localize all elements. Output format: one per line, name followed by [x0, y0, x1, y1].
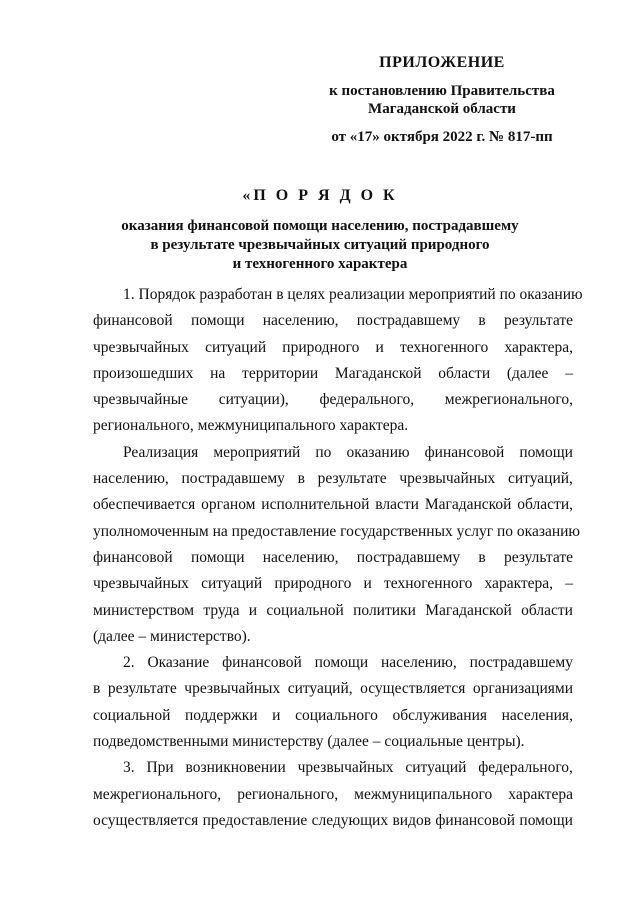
paragraph-line — [93, 413, 573, 439]
paragraph-line — [93, 440, 573, 466]
word: финансовой — [435, 811, 516, 829]
paragraph-line — [93, 650, 573, 676]
paragraph-line — [93, 387, 573, 413]
word: социального — [295, 706, 378, 724]
word: предоставление — [202, 811, 308, 829]
word: регионального, — [237, 785, 339, 803]
word: результате — [107, 680, 177, 698]
paragraph — [93, 755, 573, 834]
word: в — [478, 548, 486, 566]
word: финансовой — [424, 443, 505, 461]
word: характера — [508, 785, 573, 803]
word: территории — [242, 364, 319, 382]
word: организациями — [472, 680, 573, 698]
word: социальной — [266, 601, 344, 619]
word: ситуации), — [218, 391, 289, 409]
word: – — [565, 364, 573, 382]
word: результате — [504, 312, 573, 330]
word: ситуаций — [405, 759, 467, 777]
word: чрезвычайных — [184, 680, 281, 698]
word: и — [363, 575, 372, 593]
word: федерального, — [478, 759, 573, 777]
paragraph-line — [93, 729, 573, 755]
word: пострадавшему — [181, 470, 285, 488]
paragraph-line — [93, 335, 573, 361]
word: 1. Порядок разработан в целях реализации мероприятий по оказанию — [123, 286, 583, 303]
word: пострадавшему — [356, 312, 461, 330]
word: обеспечивается — [93, 496, 196, 514]
word: финансовой — [222, 654, 302, 672]
paragraph-line — [93, 571, 573, 597]
word: населению, — [380, 654, 457, 672]
heading-line-1: оказания финансовой помощи населению, пострадавшему — [121, 218, 519, 234]
word: в — [478, 312, 486, 330]
document-body — [93, 282, 583, 834]
word: по — [315, 443, 332, 461]
paragraph-line — [93, 545, 573, 571]
word: Магаданской — [424, 496, 512, 514]
paragraph-line — [93, 755, 573, 781]
heading-subtitle — [80, 217, 560, 274]
word: характера, — [504, 338, 573, 356]
appendix-date: от «17» октября 2022 г. № 817-пп — [331, 129, 553, 145]
word: социальной — [93, 706, 171, 724]
paragraph — [93, 650, 573, 755]
word: При — [146, 759, 174, 777]
word: федерального, — [319, 391, 415, 409]
word: Реализация — [123, 443, 199, 461]
word: пострадавшему — [356, 548, 461, 566]
word: министерством — [93, 601, 195, 619]
document-heading — [80, 187, 560, 274]
word: ситуаций — [205, 338, 267, 356]
word: осуществляется — [93, 811, 199, 829]
paragraph-line — [93, 808, 573, 834]
appendix-ref-line1: к постановлению Правительства — [329, 83, 555, 99]
word: поддержки — [185, 706, 258, 724]
word: органом — [201, 496, 256, 514]
word: Магаданской — [334, 364, 422, 382]
paragraph-line — [93, 466, 573, 492]
paragraph-line — [93, 782, 573, 808]
word: помощи — [314, 654, 369, 672]
word: оказанию — [346, 443, 410, 461]
word: регионального, межмуниципального характера. — [93, 417, 409, 435]
word: власти — [375, 496, 419, 514]
word: следующих — [311, 811, 389, 829]
paragraph-line — [93, 361, 573, 387]
paragraph — [93, 282, 583, 440]
word: чрезвычайных — [93, 575, 189, 593]
word: межмуниципального — [354, 785, 493, 803]
word: и — [375, 338, 384, 356]
word: помощи — [519, 811, 573, 829]
word: подведомственными министерству (далее – социальные центры). — [93, 733, 525, 751]
word: межрегионального, — [444, 391, 573, 409]
word: чрезвычайных — [93, 338, 189, 356]
word: области — [521, 601, 573, 619]
word: 3. — [123, 759, 135, 777]
heading-title: «П О Р Я Д О К — [242, 187, 398, 204]
word: результате — [317, 470, 387, 488]
paragraph-line — [93, 282, 583, 308]
word: характера, — [484, 575, 554, 593]
word: Оказание — [147, 654, 210, 672]
word: и — [248, 601, 258, 619]
paragraph-line — [93, 703, 573, 729]
word: техногенного — [384, 575, 473, 593]
word: 2. — [123, 654, 135, 672]
paragraph-line — [93, 598, 573, 624]
heading-line-3: и техногенного характера — [232, 256, 408, 272]
word: (далее — [506, 364, 549, 382]
paragraph — [93, 440, 581, 650]
word: чрезвычайных — [399, 470, 496, 488]
word: обслуживания — [392, 706, 487, 724]
word: помощи — [190, 548, 245, 566]
word: населения, — [501, 706, 573, 724]
word: техногенного — [399, 338, 489, 356]
paragraph-line — [93, 308, 573, 334]
word: возникновении — [185, 759, 286, 777]
word: произошедших — [93, 364, 194, 382]
word: ситуаций, — [508, 470, 573, 488]
paragraph-line — [93, 624, 573, 650]
word: природного — [282, 338, 360, 356]
word: природного — [274, 575, 352, 593]
word: финансовой — [93, 548, 173, 566]
word: исполнительной — [261, 496, 370, 514]
word: уполномоченным на предоставление государственных услуг по оказанию — [93, 522, 581, 540]
appendix-block — [312, 54, 572, 146]
appendix-ref-line2: Магаданской области — [368, 101, 516, 117]
paragraph-line — [93, 492, 573, 518]
word: мероприятий — [213, 443, 301, 461]
word: межрегионального, — [93, 785, 222, 803]
word: финансовой — [93, 312, 173, 330]
word: помощи — [190, 312, 245, 330]
word: в — [297, 470, 305, 488]
word: помощи — [519, 443, 573, 461]
word: чрезвычайных — [297, 759, 394, 777]
word: в — [93, 680, 101, 698]
paragraph-line — [93, 519, 581, 545]
word: населению, — [93, 470, 169, 488]
word: области, — [517, 496, 573, 514]
word: и — [272, 706, 281, 724]
word: чрезвычайные — [93, 391, 189, 409]
word: на — [210, 364, 226, 382]
word: ситуаций — [201, 575, 263, 593]
word: – — [565, 575, 573, 593]
word: населению, — [262, 312, 339, 330]
word: пострадавшему — [469, 654, 573, 672]
word: Магаданской — [425, 601, 512, 619]
appendix-title: ПРИЛОЖЕНИЕ — [379, 54, 505, 71]
heading-line-2: в результате чрезвычайных ситуаций природного — [150, 237, 490, 253]
word: осуществляется — [360, 680, 466, 698]
word: результате — [504, 548, 573, 566]
word: (далее – министерство). — [93, 627, 251, 645]
paragraph-line — [93, 676, 573, 702]
word: ситуаций, — [287, 680, 353, 698]
word: населению, — [262, 548, 339, 566]
word: области — [438, 364, 491, 382]
word: труда — [203, 601, 240, 619]
word: видов — [392, 811, 432, 829]
word: политики — [353, 601, 416, 619]
